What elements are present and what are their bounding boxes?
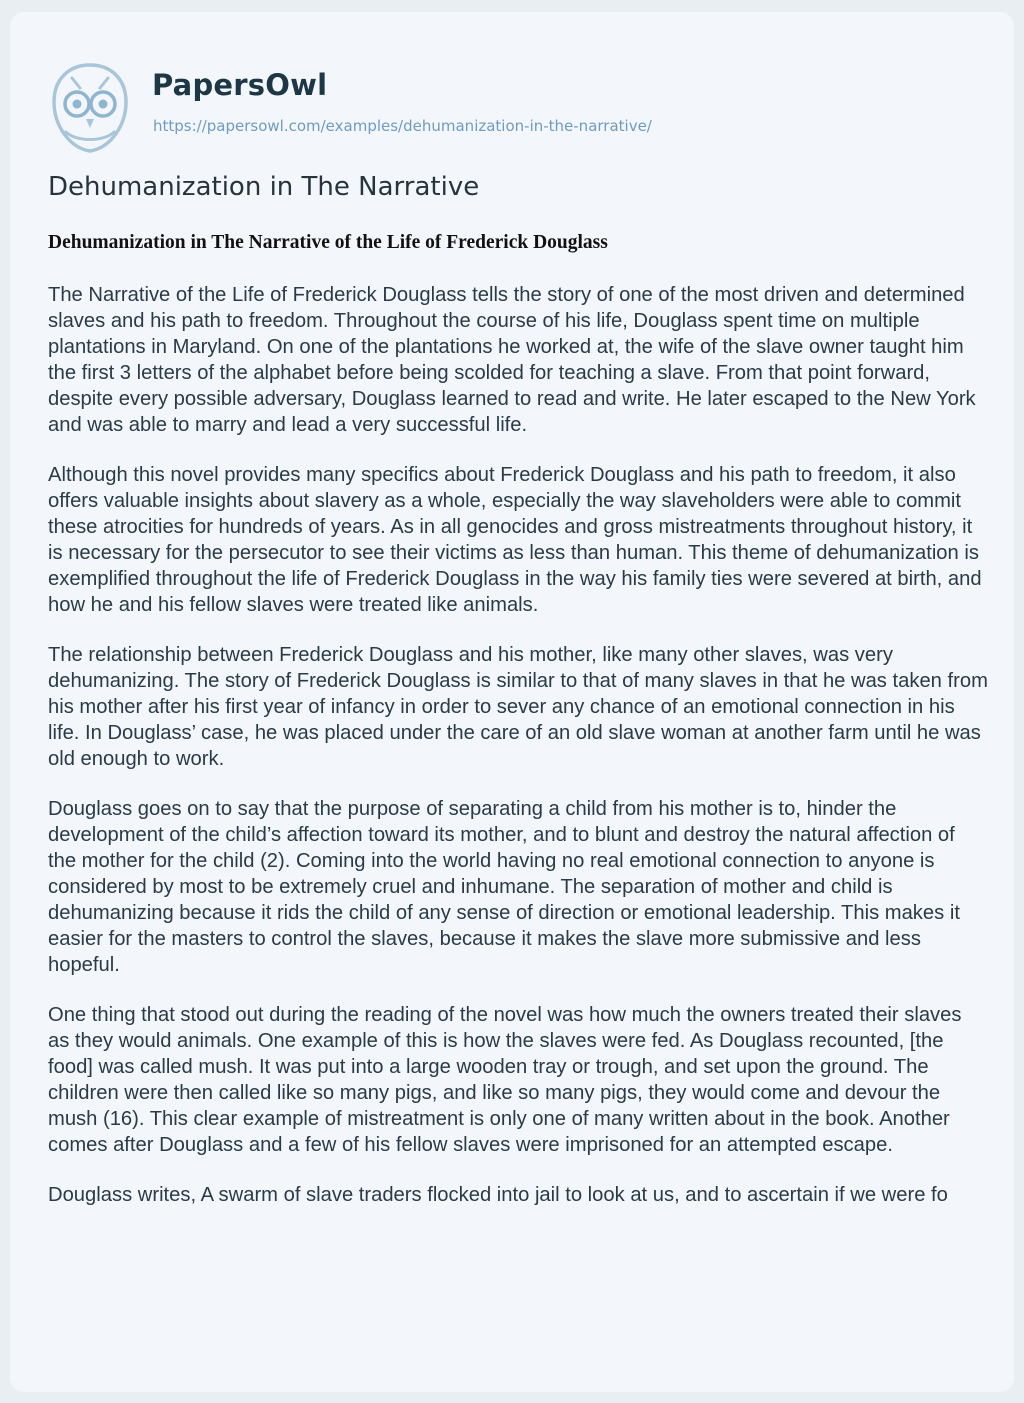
- owl-logo-icon: [50, 62, 130, 154]
- article-paragraph: Douglass goes on to say that the purpose of separating a child from his mother is to, hinder the development of the child’s affection toward its mother, and to blunt and destroy the natural affection of the mother for the child (2). Coming into the world having no real emotional connection to anyone is considered by most to be extremely cruel and inhumane. The separation of mother and child is dehumanizing because it rids the child of any sense of direction or emotional leadership. This makes it easier for the masters to control the slaves, because it makes the slave more submissive and less hopeful.: [48, 798, 960, 976]
- brand-name: PapersOwl: [152, 68, 328, 102]
- article-paragraph: The relationship between Frederick Douglass and his mother, like many other slaves, was very dehumanizing. The story of Frederick Douglass is similar to that of many slaves in that he was taken from his mother after his first year of infancy in order to sever any chance of an emotional connection in his life. In Douglass’ case, he was placed under the care of an old slave woman at another farm until he was old enough to work.: [48, 644, 988, 770]
- article-paragraph: Douglass writes, A swarm of slave traders flocked into jail to look at us, and to ascertain if we were fo: [48, 1184, 948, 1206]
- document-page: [10, 12, 1014, 1392]
- site-header: [50, 62, 950, 152]
- article-heading: Dehumanization in The Narrative of the Life of Frederick Douglass: [48, 232, 608, 253]
- article-paragraph: One thing that stood out during the reading of the novel was how much the owners treated their slaves as they would animals. One example of this is how the slaves were fed. As Douglass recounted, [the food] was called mush. It was put into a large wooden tray or trough, and set upon the ground. The children were then called like so many pigs, and like so many pigs, they would come and devour the mush (16). This clear example of mistreatment is only one of many written about in the book. Another comes after Douglass and a few of his fellow slaves were imprisoned for an attempted escape.: [48, 1004, 962, 1156]
- article-paragraph: Although this novel provides many specifics about Frederick Douglass and his path to freedom, it also offers valuable insights about slavery as a whole, especially the way slaveholders were able to commit these atrocities for hundreds of years. As in all genocides and gross mistreatments throughout history, it is necessary for the persecutor to see their victims as less than human. This theme of dehumanization is exemplified throughout the life of Frederick Douglass in the way his family ties were severed at birth, and how he and his fellow slaves were treated like animals.: [48, 464, 982, 616]
- article-body: [48, 282, 988, 1232]
- source-url-link[interactable]: https://papersowl.com/examples/dehumanization-in-the-narrative/: [153, 117, 652, 135]
- page-title: Dehumanization in The Narrative: [48, 172, 480, 202]
- article-paragraph: The Narrative of the Life of Frederick Douglass tells the story of one of the most driven and determined slaves and his path to freedom. Throughout the course of his life, Douglass spent time on multiple plantations in Maryland. On one of the plantations he worked at, the wife of the slave owner taught him the first 3 letters of the alphabet before being scolded for teaching a slave. From that point forward, despite every possible adversary, Douglass learned to read and write. He later escaped to the New York and was able to marry and lead a very successful life.: [48, 284, 976, 436]
